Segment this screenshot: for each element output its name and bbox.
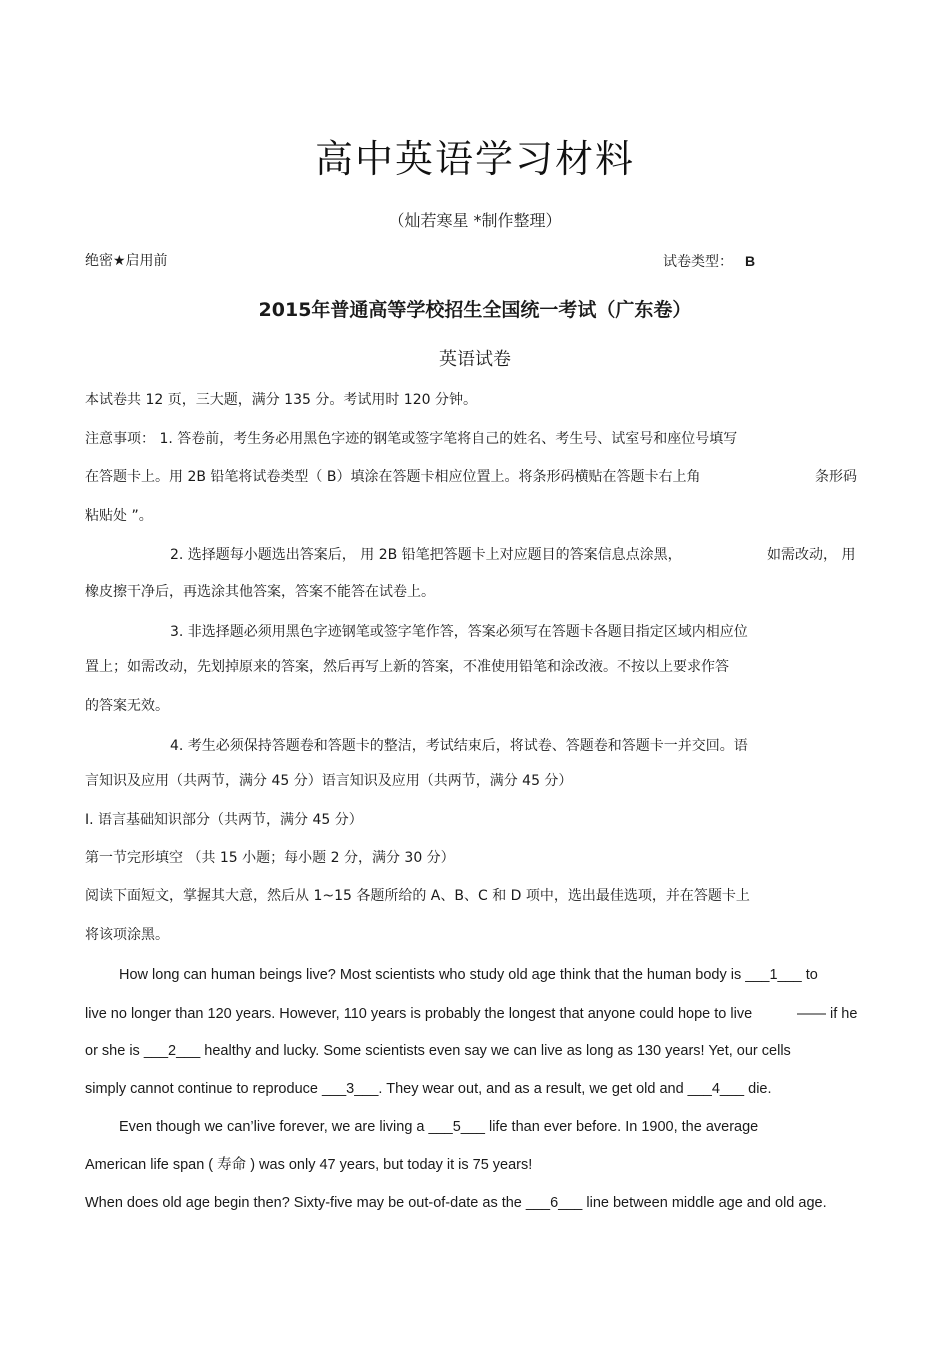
note-2-line-1-right: 如需改动， 用 bbox=[767, 547, 856, 563]
passage-line-3: or she is ___2___ healthy and lucky. Some scientists even say we can live as long as 130 years! Yet, our cells bbox=[85, 1043, 791, 1059]
cloze-directions-line-1: 阅读下面短文，掌握其大意，然后从 1~15 各题所给的 A、B、C 和 D 项中，选出最佳选项，并在答题卡上 bbox=[85, 888, 750, 904]
passage-line-1: How long can human beings live? Most scientists who study old age think that the human body is ___1___ to bbox=[119, 967, 818, 983]
passage-line-7: When does old age begin then? Sixty-five may be out-of-date as the ___6___ line between middle age and old age. bbox=[85, 1195, 827, 1211]
note-1-line-2-right: 条形码 bbox=[815, 469, 857, 485]
note-3-line-1: 3. 非选择题必须用黑色字迹钢笔或签字笔作答，答案必须写在答题卡各题目指定区域内相应位 bbox=[170, 624, 748, 640]
exam-title: 2015年普通高等学校招生全国统一考试（广东卷） bbox=[258, 299, 692, 321]
cloze-directions-line-2: 将该项涂黑。 bbox=[85, 927, 169, 943]
paper-type-value: B bbox=[745, 253, 756, 269]
note-2-line-2: 橡皮擦干净后，再选涂其他答案，答案不能答在试卷上。 bbox=[85, 584, 435, 600]
note-1-line-2: 在答题卡上。用 2B 铅笔将试卷类型（ B）填涂在答题卡相应位置上。将条形码横贴在答题卡右上角 bbox=[85, 469, 701, 485]
document-subtitle: （灿若寒星 *制作整理） bbox=[388, 211, 562, 230]
paper-type bbox=[663, 251, 755, 271]
note-4-line-1: 4. 考生必须保持答题卷和答题卡的整洁，考试结束后，将试卷、答题卷和答题卡一并交回。语 bbox=[170, 738, 748, 754]
note-1-line-1: 注意事项： 1. 答卷前，考生务必用黑色字迹的钢笔或签字笔将自己的姓名、考生号、试室号和座位号填写 bbox=[85, 431, 738, 447]
paper-subject: 英语试卷 bbox=[439, 349, 511, 370]
note-1-line-3: 粘贴处 ”。 bbox=[85, 508, 153, 524]
exam-intro: 本试卷共 12 页，三大题，满分 135 分。考试用时 120 分钟。 bbox=[85, 392, 477, 408]
note-2-line-1: 2. 选择题每小题选出答案后， 用 2B 铅笔把答题卡上对应题目的答案信息点涂黑， bbox=[170, 547, 682, 563]
cloze-heading: 第一节完形填空 （共 15 小题；每小题 2 分，满分 30 分） bbox=[85, 850, 455, 866]
note-4-line-2: 言知识及应用（共两节，满分 45 分）语言知识及应用（共两节，满分 45 分） bbox=[85, 773, 573, 789]
passage-line-2-right: —— if he bbox=[797, 1006, 858, 1022]
paper-type-label: 试卷类型： bbox=[663, 254, 733, 270]
note-3-line-2: 置上；如需改动，先划掉原来的答案，然后再写上新的答案，不准使用铅笔和涂改液。不按以上要求作答 bbox=[85, 659, 729, 675]
document-title: 高中英语学习材料 bbox=[314, 137, 635, 181]
note-3-line-3: 的答案无效。 bbox=[85, 698, 169, 714]
secret-label: 绝密★启用前 bbox=[85, 253, 168, 269]
passage-line-2: live no longer than 120 years. However, 110 years is probably the longest that anyone could hope to live bbox=[85, 1006, 753, 1022]
passage-line-4: simply cannot continue to reproduce ___3___. They wear out, and as a result, we get old and ___4___ die. bbox=[85, 1081, 772, 1097]
passage-line-6: American life span ( 寿命 ) was only 47 years, but today it is 75 years! bbox=[85, 1157, 533, 1173]
part-1-heading: Ⅰ. 语言基础知识部分（共两节，满分 45 分） bbox=[85, 812, 363, 828]
passage-line-5: Even though we can’live forever, we are living a ___5___ life than ever before. In 1900, the average bbox=[119, 1119, 759, 1135]
